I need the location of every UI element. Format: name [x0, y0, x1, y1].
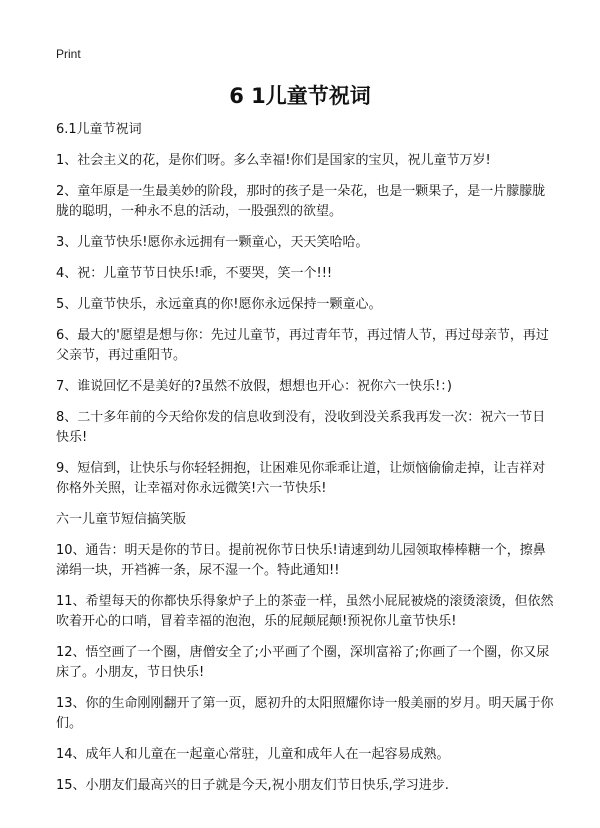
list-item: 11、希望每天的你都快乐得象炉子上的茶壶一样，虽然小屁屁被烧的滚烫滚烫，但依然吹着开心的口哨，冒着幸福的泡泡，乐的屁颠屁颠!预祝你儿童节快乐!	[56, 594, 554, 629]
list-item: 4、祝：儿童节节日快乐!乖，不要哭，笑一个!!!	[56, 266, 333, 281]
print-label: Print	[56, 47, 81, 61]
list-item: 14、成年人和儿童在一起童心常驻，儿童和成年人在一起容易成熟。	[56, 747, 450, 762]
list-item: 6、最大的'愿望是想与你：先过儿童节，再过青年节，再过情人节，再过母亲节，再过父亲节，再过重阳节。	[56, 328, 549, 363]
list-item: 1、社会主义的花，是你们呀。多么幸福!你们是国家的宝贝，祝儿童节万岁!	[56, 153, 491, 168]
list-item: 15、小朋友们最高兴的日子就是今天,祝小朋友们节日快乐,学习进步.	[56, 778, 449, 793]
section-heading-funny: 六一儿童节短信搞笑版	[56, 512, 187, 527]
list-item: 8、二十多年前的今天给你发的信息收到没有，没收到没关系我再发一次：祝六一节日快乐!	[56, 410, 546, 445]
list-item: 9、短信到，让快乐与你轻轻拥抱，让困难见你乖乖让道，让烦恼偷偷走掉，让吉祥对你格外关照，让幸福对你永远微笑!六一节快乐!	[56, 461, 546, 496]
list-item: 12、悟空画了一个圈，唐僧安全了;小平画了个圈，深圳富裕了;你画了一个圈，你又尿床了。小朋友，节日快乐!	[56, 645, 550, 680]
list-item: 3、儿童节快乐!愿你永远拥有一颗童心，天天笑哈哈。	[56, 235, 369, 250]
list-item: 10、通告：明天是你的节日。提前祝你节日快乐!请速到幼儿园领取棒棒糖一个，擦鼻涕绢一块，开裆裤一条，尿不湿一个。特此通知!!	[56, 543, 546, 578]
page-title: 6 1儿童节祝词	[229, 84, 371, 108]
list-item: 7、谁说回忆不是美好的?虽然不放假，想想也开心：祝你六一快乐!：)	[56, 379, 452, 394]
list-item: 2、童年原是一生最美妙的阶段，那时的孩子是一朵花，也是一颗果子，是一片朦朦胧胧的聪明，一种永不息的活动，一股强烈的欲望。	[56, 184, 546, 219]
section-heading-greetings: 6.1儿童节祝词	[56, 122, 142, 137]
list-item: 5、儿童节快乐，永远童真的你!愿你永远保持一颗童心。	[56, 297, 382, 312]
list-item: 13、你的生命刚刚翻开了第一页，愿初升的太阳照耀你诗一般美丽的岁月。明天属于你们。	[56, 696, 554, 731]
document-body	[56, 120, 556, 807]
